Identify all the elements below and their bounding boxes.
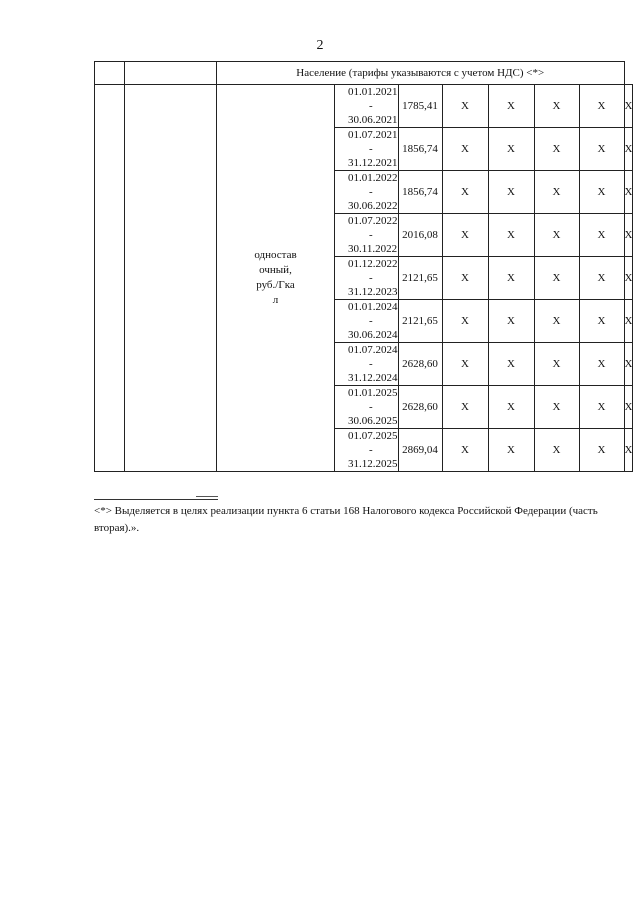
x-mark: X — [534, 343, 579, 386]
x-mark: X — [624, 128, 633, 171]
x-mark: X — [488, 171, 534, 214]
period-separator: - — [369, 186, 373, 198]
tariff-value: 2016,08 — [398, 214, 442, 257]
x-mark: X — [488, 300, 534, 343]
x-mark: X — [488, 257, 534, 300]
x-mark: X — [534, 429, 579, 472]
period-separator: - — [369, 272, 373, 284]
x-mark: X — [579, 386, 624, 429]
empty-col-2 — [125, 62, 217, 85]
x-mark: X — [534, 171, 579, 214]
x-mark: X — [488, 128, 534, 171]
x-mark: X — [488, 214, 534, 257]
tariff-value: 2628,60 — [398, 343, 442, 386]
unit-cell — [217, 85, 335, 472]
tariff-value: 1856,74 — [398, 128, 442, 171]
x-mark: X — [442, 85, 488, 128]
footnote: <*> Выделяется в целях реализации пункта 6 статьи 168 Налогового кодекса Российской Федерации (часть вторая).». — [94, 505, 598, 534]
period-from: 01.01.2022 — [348, 172, 398, 184]
unit-line: одностав — [254, 249, 297, 261]
tariff-value: 1856,74 — [398, 171, 442, 214]
period-cell — [335, 343, 399, 386]
unit-line: очный, — [259, 264, 292, 276]
period-to: 30.11.2022 — [348, 243, 398, 255]
period-to: 30.06.2021 — [348, 114, 398, 126]
x-mark: X — [488, 343, 534, 386]
x-mark: X — [442, 343, 488, 386]
period-to: 30.06.2022 — [348, 200, 398, 212]
period-from: 01.01.2024 — [348, 301, 398, 313]
period-separator: - — [369, 315, 373, 327]
x-mark: X — [624, 429, 633, 472]
x-mark: X — [579, 171, 624, 214]
x-mark: X — [534, 386, 579, 429]
tariff-value: 2628,60 — [398, 386, 442, 429]
x-mark: X — [534, 85, 579, 128]
x-mark: X — [579, 257, 624, 300]
x-mark: X — [534, 257, 579, 300]
x-mark: X — [624, 343, 633, 386]
period-separator: - — [369, 229, 373, 241]
period-from: 01.12.2022 — [348, 258, 398, 270]
x-mark: X — [579, 343, 624, 386]
population-header: Население (тарифы указываются с учетом НДС) <*> — [217, 62, 625, 85]
x-mark: X — [624, 171, 633, 214]
x-mark: X — [624, 386, 633, 429]
tariff-row — [95, 85, 633, 128]
x-mark: X — [534, 128, 579, 171]
period-to: 30.06.2024 — [348, 329, 398, 341]
period-from: 01.07.2024 — [348, 344, 398, 356]
footnote-divider — [94, 499, 218, 500]
footnote-divider-accent — [196, 496, 218, 497]
x-mark: X — [488, 85, 534, 128]
period-to: 31.12.2023 — [348, 286, 398, 298]
period-cell — [335, 214, 399, 257]
x-mark: X — [488, 386, 534, 429]
x-mark: X — [624, 257, 633, 300]
period-from: 01.07.2025 — [348, 430, 398, 442]
x-mark: X — [488, 429, 534, 472]
period-to: 31.12.2025 — [348, 458, 398, 470]
tariff-value: 2869,04 — [398, 429, 442, 472]
x-mark: X — [442, 214, 488, 257]
empty-col-1 — [95, 62, 125, 85]
period-separator: - — [369, 143, 373, 155]
period-cell — [335, 171, 399, 214]
period-cell — [335, 429, 399, 472]
x-mark: X — [579, 128, 624, 171]
period-cell — [335, 257, 399, 300]
tariff-value: 1785,41 — [398, 85, 442, 128]
period-cell — [335, 85, 399, 128]
period-from: 01.01.2021 — [348, 86, 398, 98]
x-mark: X — [534, 300, 579, 343]
x-mark: X — [579, 300, 624, 343]
page-number: 2 — [316, 38, 324, 53]
tariff-value: 2121,65 — [398, 300, 442, 343]
period-cell — [335, 300, 399, 343]
x-mark: X — [442, 386, 488, 429]
x-mark: X — [442, 429, 488, 472]
header-row — [95, 62, 633, 85]
x-mark: X — [579, 214, 624, 257]
period-from: 01.07.2022 — [348, 215, 398, 227]
unit-line: л — [272, 294, 279, 306]
period-cell — [335, 386, 399, 429]
empty-col-1 — [95, 85, 125, 472]
period-to: 31.12.2021 — [348, 157, 398, 169]
x-mark: X — [624, 300, 633, 343]
period-separator: - — [369, 401, 373, 413]
period-separator: - — [369, 358, 373, 370]
x-mark: X — [442, 171, 488, 214]
period-cell — [335, 128, 399, 171]
tariff-value: 2121,65 — [398, 257, 442, 300]
period-separator: - — [369, 444, 373, 456]
x-mark: X — [534, 214, 579, 257]
period-to: 31.12.2024 — [348, 372, 398, 384]
x-mark: X — [442, 128, 488, 171]
period-from: 01.07.2021 — [348, 129, 398, 141]
period-from: 01.01.2025 — [348, 387, 398, 399]
x-mark: X — [624, 214, 633, 257]
x-mark: X — [442, 300, 488, 343]
period-separator: - — [369, 100, 373, 112]
period-to: 30.06.2025 — [348, 415, 398, 427]
empty-col-2 — [125, 85, 217, 472]
tariff-table — [94, 61, 633, 472]
x-mark: X — [579, 429, 624, 472]
unit-line: руб./Гка — [256, 279, 295, 291]
x-mark: X — [624, 85, 633, 128]
x-mark: X — [579, 85, 624, 128]
x-mark: X — [442, 257, 488, 300]
